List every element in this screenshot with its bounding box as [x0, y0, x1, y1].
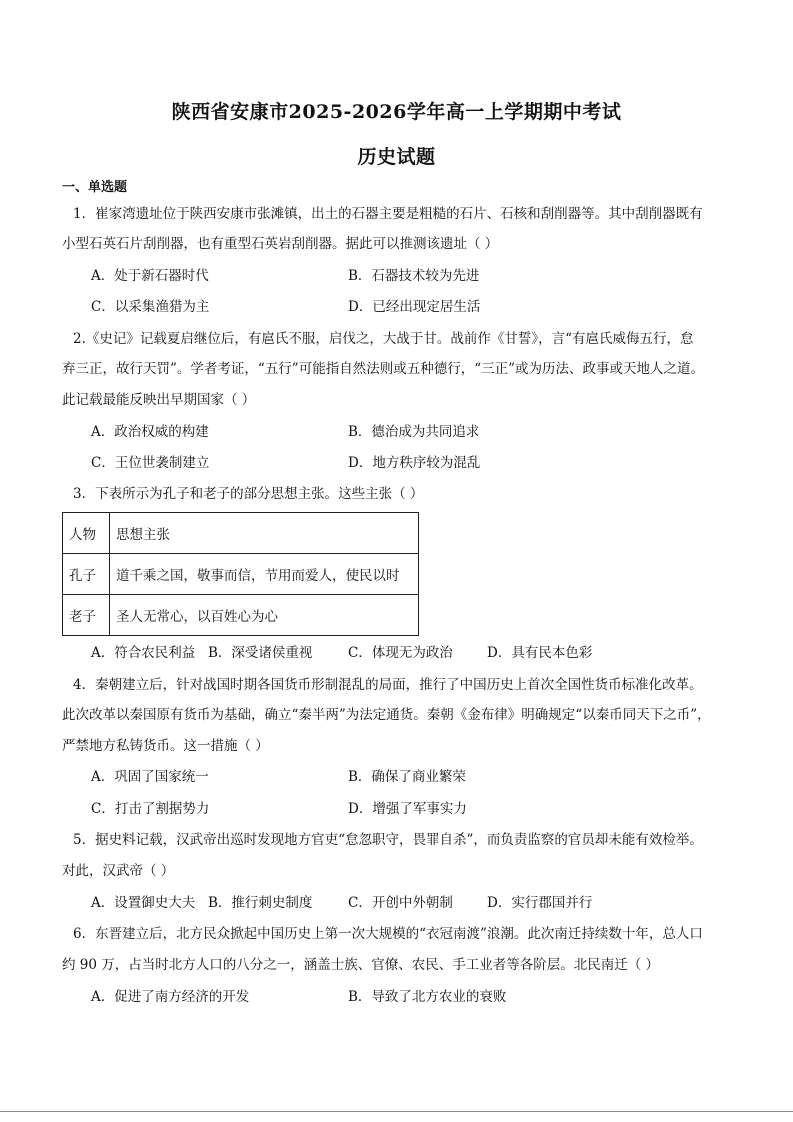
table-cell: 思想主张 [110, 513, 419, 554]
q2-option-d: D．地方秩序较为混乱 [348, 455, 481, 471]
q4-line-1: 4．秦朝建立后，针对战国时期各国货币形制混乱的局面，推行了中国历史上首次全国性货币标准化改革。 [73, 677, 703, 693]
section-heading: 一、单选题 [62, 180, 128, 195]
q3-table [62, 512, 419, 636]
q5-option-c: C．开创中外朝制 [348, 895, 453, 911]
q1-option-c: C．以采集渔猎为主 [91, 299, 210, 315]
q4-option-d: D．增强了军事实力 [348, 801, 467, 817]
table-cell: 圣人无常心，以百姓心为心 [110, 595, 419, 636]
q4-line-3: 严禁地方私铸货币。这一措施（ ） [62, 738, 269, 754]
q2-line-1: 2.《史记》记载夏启继位后，有扈氏不服，启伐之，大战于甘。战前作《甘誓》，言“有扈氏威侮五行，怠 [73, 331, 694, 347]
table-cell: 道千乘之国，敬事而信，节用而爱人，使民以时 [110, 554, 419, 595]
q6-line-2: 约 90 万，占当时北方人口的八分之一，涵盖士族、官僚、农民、手工业者等各阶层。北民南迁（ ） [62, 957, 660, 973]
q1-option-b: B．石器技术较为先进 [348, 268, 480, 284]
q5-line-2: 对此，汉武帝（ ） [62, 863, 175, 879]
q5-option-b: B．推行刺史制度 [208, 895, 313, 911]
q2-line-3: 此记载最能反映出早期国家（ ） [62, 392, 256, 408]
page-bottom-divider [0, 1111, 793, 1112]
q4-line-2: 此次改革以秦国原有货币为基础，确立“秦半两”为法定通货。秦朝《金布律》明确规定“以秦币同天下之币”， [62, 707, 711, 723]
q3-option-d: D．具有民本色彩 [487, 645, 593, 661]
exam-subtitle: 历史试题 [357, 146, 436, 168]
q4-option-a: A．巩固了国家统一 [91, 769, 209, 785]
q2-option-b: B．德治成为共同追求 [348, 424, 480, 440]
q4-option-c: C．打击了割据势力 [91, 801, 210, 817]
table-cell: 人物 [63, 513, 110, 554]
q2-option-a: A．政治权威的构建 [91, 424, 209, 440]
q1-option-d: D．已经出现定居生活 [348, 299, 481, 315]
q2-line-2: 弃三正，故行天罚”。学者考证，“五行”可能指自然法则或五种德行，“三正”或为历法、政事或天地人之道。 [62, 361, 705, 377]
q5-option-d: D．实行郡国并行 [487, 895, 593, 911]
table-cell: 老子 [63, 595, 110, 636]
q3-option-c: C．体现无为政治 [348, 645, 453, 661]
q3-option-b: B．深受诸侯重视 [208, 645, 313, 661]
table-row [63, 554, 419, 595]
table-row [63, 513, 419, 554]
q6-line-1: 6．东晋建立后，北方民众掀起中国历史上第一次大规模的“衣冠南渡”浪潮。此次南迁持续数十年，总人口 [73, 926, 703, 942]
q5-option-a: A．设置御史大夫 [91, 895, 196, 911]
exam-title: 陕西省安康市2025-2026学年高一上学期期中考试 [171, 101, 622, 123]
q2-option-c: C．王位世袭制建立 [91, 455, 210, 471]
q5-line-1: 5．据史料记载，汉武帝出巡时发现地方官吏“怠忽职守，畏罪自杀”，而负责监察的官员却未能有效检举。 [73, 832, 703, 848]
q1-option-a: A．处于新石器时代 [91, 268, 209, 284]
q4-option-b: B．确保了商业繁荣 [348, 769, 466, 785]
q6-option-a: A．促进了南方经济的开发 [91, 989, 250, 1005]
q6-option-b: B．导致了北方农业的衰败 [348, 989, 507, 1005]
q1-line-2: 小型石英石片刮削器，也有重型石英岩刮削器。据此可以推测该遗址（ ） [62, 236, 499, 252]
q3-line-1: 3．下表所示为孔子和老子的部分思想主张。这些主张（ ） [73, 486, 424, 502]
q1-line-1: 1．崔家湾遗址位于陕西安康市张滩镇，出土的石器主要是粗糙的石片、石核和刮削器等。其中刮削器既有 [73, 206, 703, 222]
table-cell: 孔子 [63, 554, 110, 595]
table-row [63, 595, 419, 636]
q3-option-a: A．符合农民利益 [91, 645, 196, 661]
